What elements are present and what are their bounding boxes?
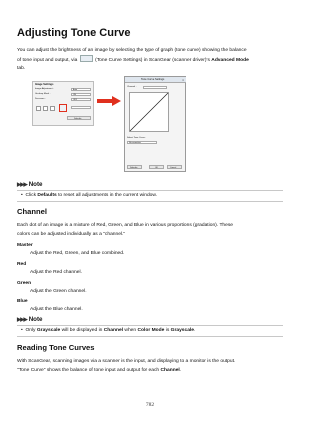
- note-2-pre: Only: [25, 328, 36, 333]
- select-tone-curve-label: Select Tone Curve :: [127, 137, 147, 139]
- bullet: •: [21, 328, 25, 333]
- note-2-grayscale: Grayscale: [36, 328, 61, 333]
- page-number: 782: [145, 402, 155, 408]
- note-2-box: [17, 325, 283, 337]
- levels-icon[interactable]: [50, 106, 55, 111]
- term-green: Green: [17, 281, 32, 286]
- tone-curve-settings-icon: [80, 55, 93, 62]
- image-settings-title: Image Settings: [35, 83, 54, 86]
- reading-line-2-end: .: [179, 368, 182, 373]
- intro-line-2-pre: of tone input and output, via: [17, 58, 78, 63]
- note-2-heading: [17, 316, 42, 323]
- intro-line-1: You can adjust the brightness of an image by selecting the type of graph (tone curve) showing the balance: [17, 48, 247, 53]
- reading-line-2-pre: "Tone Curve" shows the balance of tone input and output for each: [17, 368, 160, 373]
- note-1-defaults: Defaults: [37, 193, 57, 198]
- note-arrows-icon: ▶▶▶: [17, 316, 27, 323]
- descreen-value: OFF: [73, 99, 77, 101]
- note-2-grayscale-2: Grayscale: [170, 328, 195, 333]
- tone-curve-graph[interactable]: [129, 92, 169, 132]
- term-master: Master: [17, 243, 33, 248]
- term-blue: Blue: [17, 299, 28, 304]
- note-1-post: to reset all adjustments in the current window.: [58, 193, 158, 198]
- reading-heading: Reading Tone Curves: [17, 343, 95, 352]
- note-1-pre: Click: [25, 193, 37, 198]
- note-2-end: .: [194, 328, 196, 333]
- def-red: Adjust the Red channel.: [30, 270, 82, 275]
- note-2-mid1: will be displayed in: [61, 328, 103, 333]
- def-green: Adjust the Green channel.: [30, 289, 87, 294]
- tone-curve-select-value: No correction: [129, 142, 141, 144]
- defaults-button[interactable]: [67, 116, 91, 120]
- window-defaults-button[interactable]: [127, 165, 142, 169]
- channel-heading: Channel: [17, 207, 47, 216]
- image-adjustment-select[interactable]: [71, 88, 91, 91]
- intro-line-3: tab.: [17, 66, 26, 71]
- note-1-title: Note: [28, 181, 43, 188]
- channel-select[interactable]: [143, 86, 167, 89]
- channel-label: Channel :: [127, 86, 137, 88]
- reading-channel: Channel: [160, 368, 180, 373]
- image-settings-panel: [32, 81, 94, 126]
- cancel-label: Cancel: [170, 166, 177, 169]
- page-title: Adjusting Tone Curve: [17, 27, 131, 39]
- note-1-box: [17, 190, 283, 202]
- image-adjustment-value: Auto: [73, 89, 78, 91]
- intro-advanced-mode: Advanced Mode: [211, 58, 249, 63]
- channel-para-1: Each dot of an image is a mixture of Red, Green, and Blue in various proportions (gradation). These: [17, 223, 234, 228]
- ok-label: OK: [155, 166, 158, 169]
- descreen-select[interactable]: [71, 98, 91, 101]
- def-blue: Adjust the Blue channel.: [30, 307, 83, 312]
- bullet: •: [21, 193, 25, 198]
- left-row-label-2: Unsharp Mask :: [35, 93, 51, 95]
- window-titlebar: [125, 77, 186, 83]
- intro-line-2: [17, 55, 249, 65]
- note-2-mid2: when: [124, 328, 137, 333]
- left-row-label-1: Image Adjustment :: [35, 88, 54, 90]
- close-icon[interactable]: ×: [182, 77, 184, 82]
- note-2-color-mode: Color Mode: [137, 328, 165, 333]
- note-2-mid3: is: [165, 328, 170, 333]
- unsharp-mask-value: ON: [73, 94, 76, 96]
- tone-curve-settings-window: [124, 76, 186, 172]
- term-red: Red: [17, 262, 27, 267]
- reading-line-2: [17, 366, 181, 375]
- note-2-channel: Channel: [103, 328, 124, 333]
- cancel-button[interactable]: [167, 165, 182, 169]
- brightness-icon[interactable]: [36, 106, 41, 111]
- reading-line-1: With ScanGear, scanning images via a scanner is the input, and displaying to a monitor is the output.: [17, 359, 236, 364]
- custom-select[interactable]: [71, 106, 91, 109]
- note-1-heading: [17, 181, 42, 188]
- histogram-icon[interactable]: [43, 106, 48, 111]
- note-2-title: Note: [28, 316, 43, 323]
- right-arrow-icon: [96, 95, 122, 107]
- window-title: Tone Curve Settings: [141, 78, 165, 82]
- left-row-label-3: Descreen :: [35, 98, 46, 100]
- intro-line-2-mid: (Tone Curve Settings) in ScanGear (scanner driver)'s: [95, 58, 210, 63]
- def-master: Adjust the Red, Green, and Blue combined.: [30, 251, 125, 256]
- defaults-button-label: Defaults: [74, 117, 82, 120]
- channel-para-2: colors can be adjusted individually as a "channel.": [17, 232, 126, 237]
- note-arrows-icon: ▶▶▶: [17, 181, 27, 188]
- tone-curve-select[interactable]: [127, 141, 157, 144]
- window-defaults-label: Defaults: [130, 166, 138, 169]
- ok-button[interactable]: [149, 165, 164, 169]
- tone-curve-button-icon[interactable]: [59, 104, 67, 112]
- unsharp-mask-select[interactable]: [71, 93, 91, 96]
